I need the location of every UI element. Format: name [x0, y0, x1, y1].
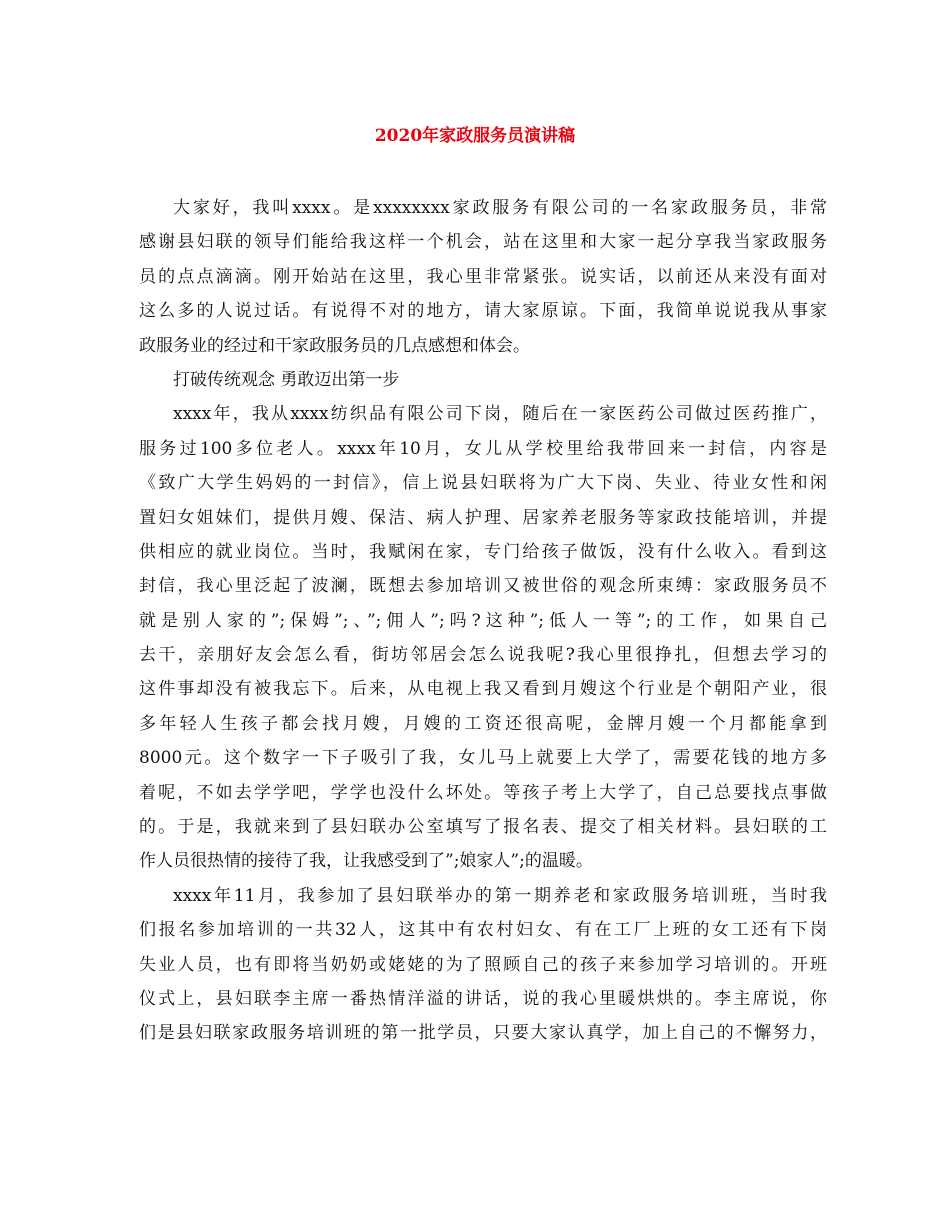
text-line: 感谢县妇联的领导们能给我这样一个机会，站在这里和大家一起分享我当家政服务: [139, 232, 827, 253]
text-line: 这件事却没有被我忘下。后来，从电视上我又看到月嫂这个行业是个朝阳产业，很: [139, 679, 827, 700]
document-title: 2020年家政服务员演讲稿: [374, 126, 576, 146]
text-line: 仪式上，县妇联李主席一番热情洋溢的讲话，说的我心里暖烘烘的。李主席说，你: [139, 988, 827, 1009]
text-line: 员的点点滴滴。刚开始站在这里，我心里非常紧张。说实话，以前还从来没有面对: [139, 266, 827, 287]
text-line: 大家好，我叫xxxx。是xxxxxxxx家政服务有限公司的一名家政服务员，非常: [173, 198, 827, 218]
text-line: 作人员很热情的接待了我，让我感受到了”;娘家人”;的温暖。: [139, 851, 593, 872]
text-line: 供相应的就业岗位。当时，我赋闲在家，专门给孩子做饭，没有什么收入。看到这: [139, 541, 827, 562]
text-line: 8000元。这个数字一下子吸引了我，女儿马上就要上大学了，需要花钱的地方多: [139, 748, 827, 769]
text-line: 的。于是，我就来到了县妇联办公室填写了报名表、提交了相关材料。县妇联的工: [139, 817, 827, 838]
text-line: 政服务业的经过和干家政服务员的几点感想和体会。: [139, 335, 530, 356]
text-line: xxxx年，我从xxxx纺织品有限公司下岗，随后在一家医药公司做过医药推广，: [173, 404, 827, 425]
text-line: 们报名参加培训的一共32人，这其中有农村妇女、有在工厂上班的女工还有下岗: [139, 920, 827, 941]
text-line: 这么多的人说过话。有说得不对的地方，请大家原谅。下面，我简单说说我从事家: [139, 301, 827, 322]
text-line: 置妇女姐妹们，提供月嫂、保洁、病人护理、居家养老服务等家政技能培训，并提: [139, 507, 827, 528]
text-line: 就是别人家的”;保姆”;、”;佣人”;吗?这种”;低人一等”;的工作，如果自己: [139, 610, 827, 631]
text-line: 失业人员，也有即将当奶奶或姥姥的为了照顾自己的孩子来参加学习培训的。开班: [139, 954, 827, 975]
text-line: xxxx年11月，我参加了县妇联举办的第一期养老和家政服务培训班，当时我: [173, 885, 827, 906]
text-line: 《致广大学生妈妈的一封信》，信上说县妇联将为广大下岗、失业、待业女性和闲: [139, 473, 827, 494]
text-line: 服务过100多位老人。xxxx年10月，女儿从学校里给我带回来一封信，内容是: [139, 438, 827, 459]
text-line: 去干，亲朋好友会怎么看，街坊邻居会怎么说我呢?我心里很挣扎，但想去学习的: [139, 645, 827, 666]
text-line: 们是县妇联家政服务培训班的第一批学员，只要大家认真学，加上自己的不懈努力，: [139, 1023, 827, 1044]
document-body: [139, 191, 827, 1051]
section-heading: 打破传统观念 勇敢迈出第一步: [173, 369, 400, 390]
text-line: 多年轻人生孩子都会找月嫂，月嫂的工资还很高呢，金牌月嫂一个月都能拿到: [139, 713, 827, 734]
text-line: 着呢，不如去学学吧，学学也没什么坏处。等孩子考上大学了，自己总要找点事做: [139, 782, 827, 803]
text-line: 封信，我心里泛起了波澜，既想去参加培训又被世俗的观念所束缚：家政服务员不: [139, 576, 827, 597]
